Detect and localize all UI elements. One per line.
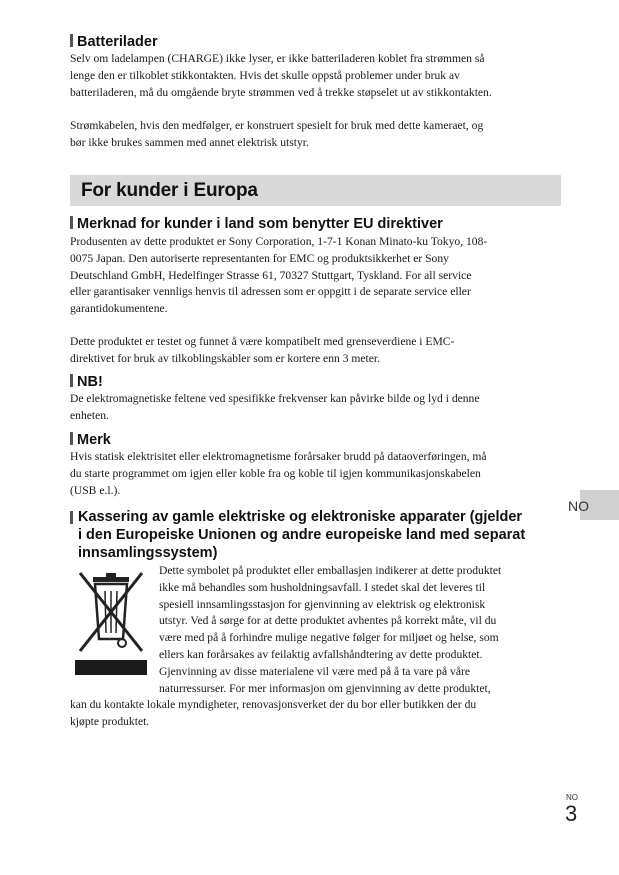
heading-disposal: Kassering av gamle elektriske og elektroniske apparater (gjelder i den Europeiske Unionen og andre europeiske land med separat innsamlingssystem)	[70, 508, 560, 562]
eu-paragraph-2: Dette produktet er testet og funnet å være kompatibelt med grenseverdiene i EMC- direktivet for bruk av tilkoblingskabler som er kortere enn 3 meter.	[70, 335, 455, 365]
heading-batterilader: Batterilader	[70, 33, 158, 51]
heading-bar	[70, 216, 73, 229]
heading-bar	[70, 34, 73, 47]
heading-merk: Merk	[70, 431, 111, 449]
nb-paragraph: De elektromagnetiske feltene ved spesifikke frekvenser kan påvirke bilde og lyd i denne enheten.	[70, 392, 480, 422]
crossed-out-wheelie-bin-icon	[70, 567, 152, 677]
heading-bar	[70, 511, 73, 524]
banner-title: For kunder i Europa	[81, 180, 258, 201]
page-number: 3	[565, 801, 578, 826]
disposal-paragraph-indented: Dette symbolet på produktet eller emballasjen indikerer at dette produktet ikke må behandles som husholdningsavfall. I stedet skal det leveres til spesiell innsamlingsstasjon for gjenvinning av elektrisk og elektronisk utstyr. Ved å sørge for at dette produktet avhentes på korrekt måte, vil du være med på å forhindre mulige negative følger for miljøet og helse, som ellers kan forårsakes av feilaktig avfallshåndtering av dette produktet. Gjenvinning av disse materialene vil være med på å ta vare på våre naturressurser. For mer informasjon om gjenvinning av dette produktet,	[159, 564, 502, 695]
heading-bar	[70, 374, 73, 387]
disposal-paragraph-full: kan du kontakte lokale myndigheter, renovasjonsverket der du bor eller butikken der du kjøpte produktet.	[70, 698, 477, 728]
heading-nb: NB!	[70, 373, 103, 391]
battery-paragraph-1: Selv om ladelampen (CHARGE) ikke lyser, er ikke batteriladeren koblet fra strømmen så lenge den er tilkoblet stikkontakten. Hvis det skulle oppstå problemer under bruk av batteriladeren, må du omgående bryte strømmen ved å trekke støpselet ut av stikkontakten.	[70, 52, 492, 99]
battery-paragraph-2: Strømkabelen, hvis den medfølger, er konstruert spesielt for bruk med dette kameraet, og bør ikke brukes sammen med annet elektrisk utstyr.	[70, 119, 484, 149]
heading-bar	[70, 432, 73, 445]
page-language-code: NO	[566, 793, 578, 802]
section-banner	[70, 175, 561, 206]
merk-paragraph: Hvis statisk elektrisitet eller elektromagnetisme forårsaker brudd på dataoverføringen, må du starte programmet om igjen eller koble fra og koble til igjen kommunikasjonskabelen (USB e.l.).	[70, 450, 487, 497]
eu-paragraph-1: Produsenten av dette produktet er Sony Corporation, 1-7-1 Konan Minato-ku Tokyo, 108- 0075 Japan. Den autoriserte representanten for EMC og produktsikkerhet er Sony Deutschland GmbH, Hedelfinger Strasse 61, 70327 Stuttgart, Tyskland. For all service eller garantisaker vennligs henvis til adressen som er oppgitt i de separate service eller garantidokumentene.	[70, 235, 488, 316]
heading-eu-directives: Merknad for kunder i land som benytter EU direktiver	[70, 215, 443, 233]
language-side-label: NO	[568, 498, 589, 514]
